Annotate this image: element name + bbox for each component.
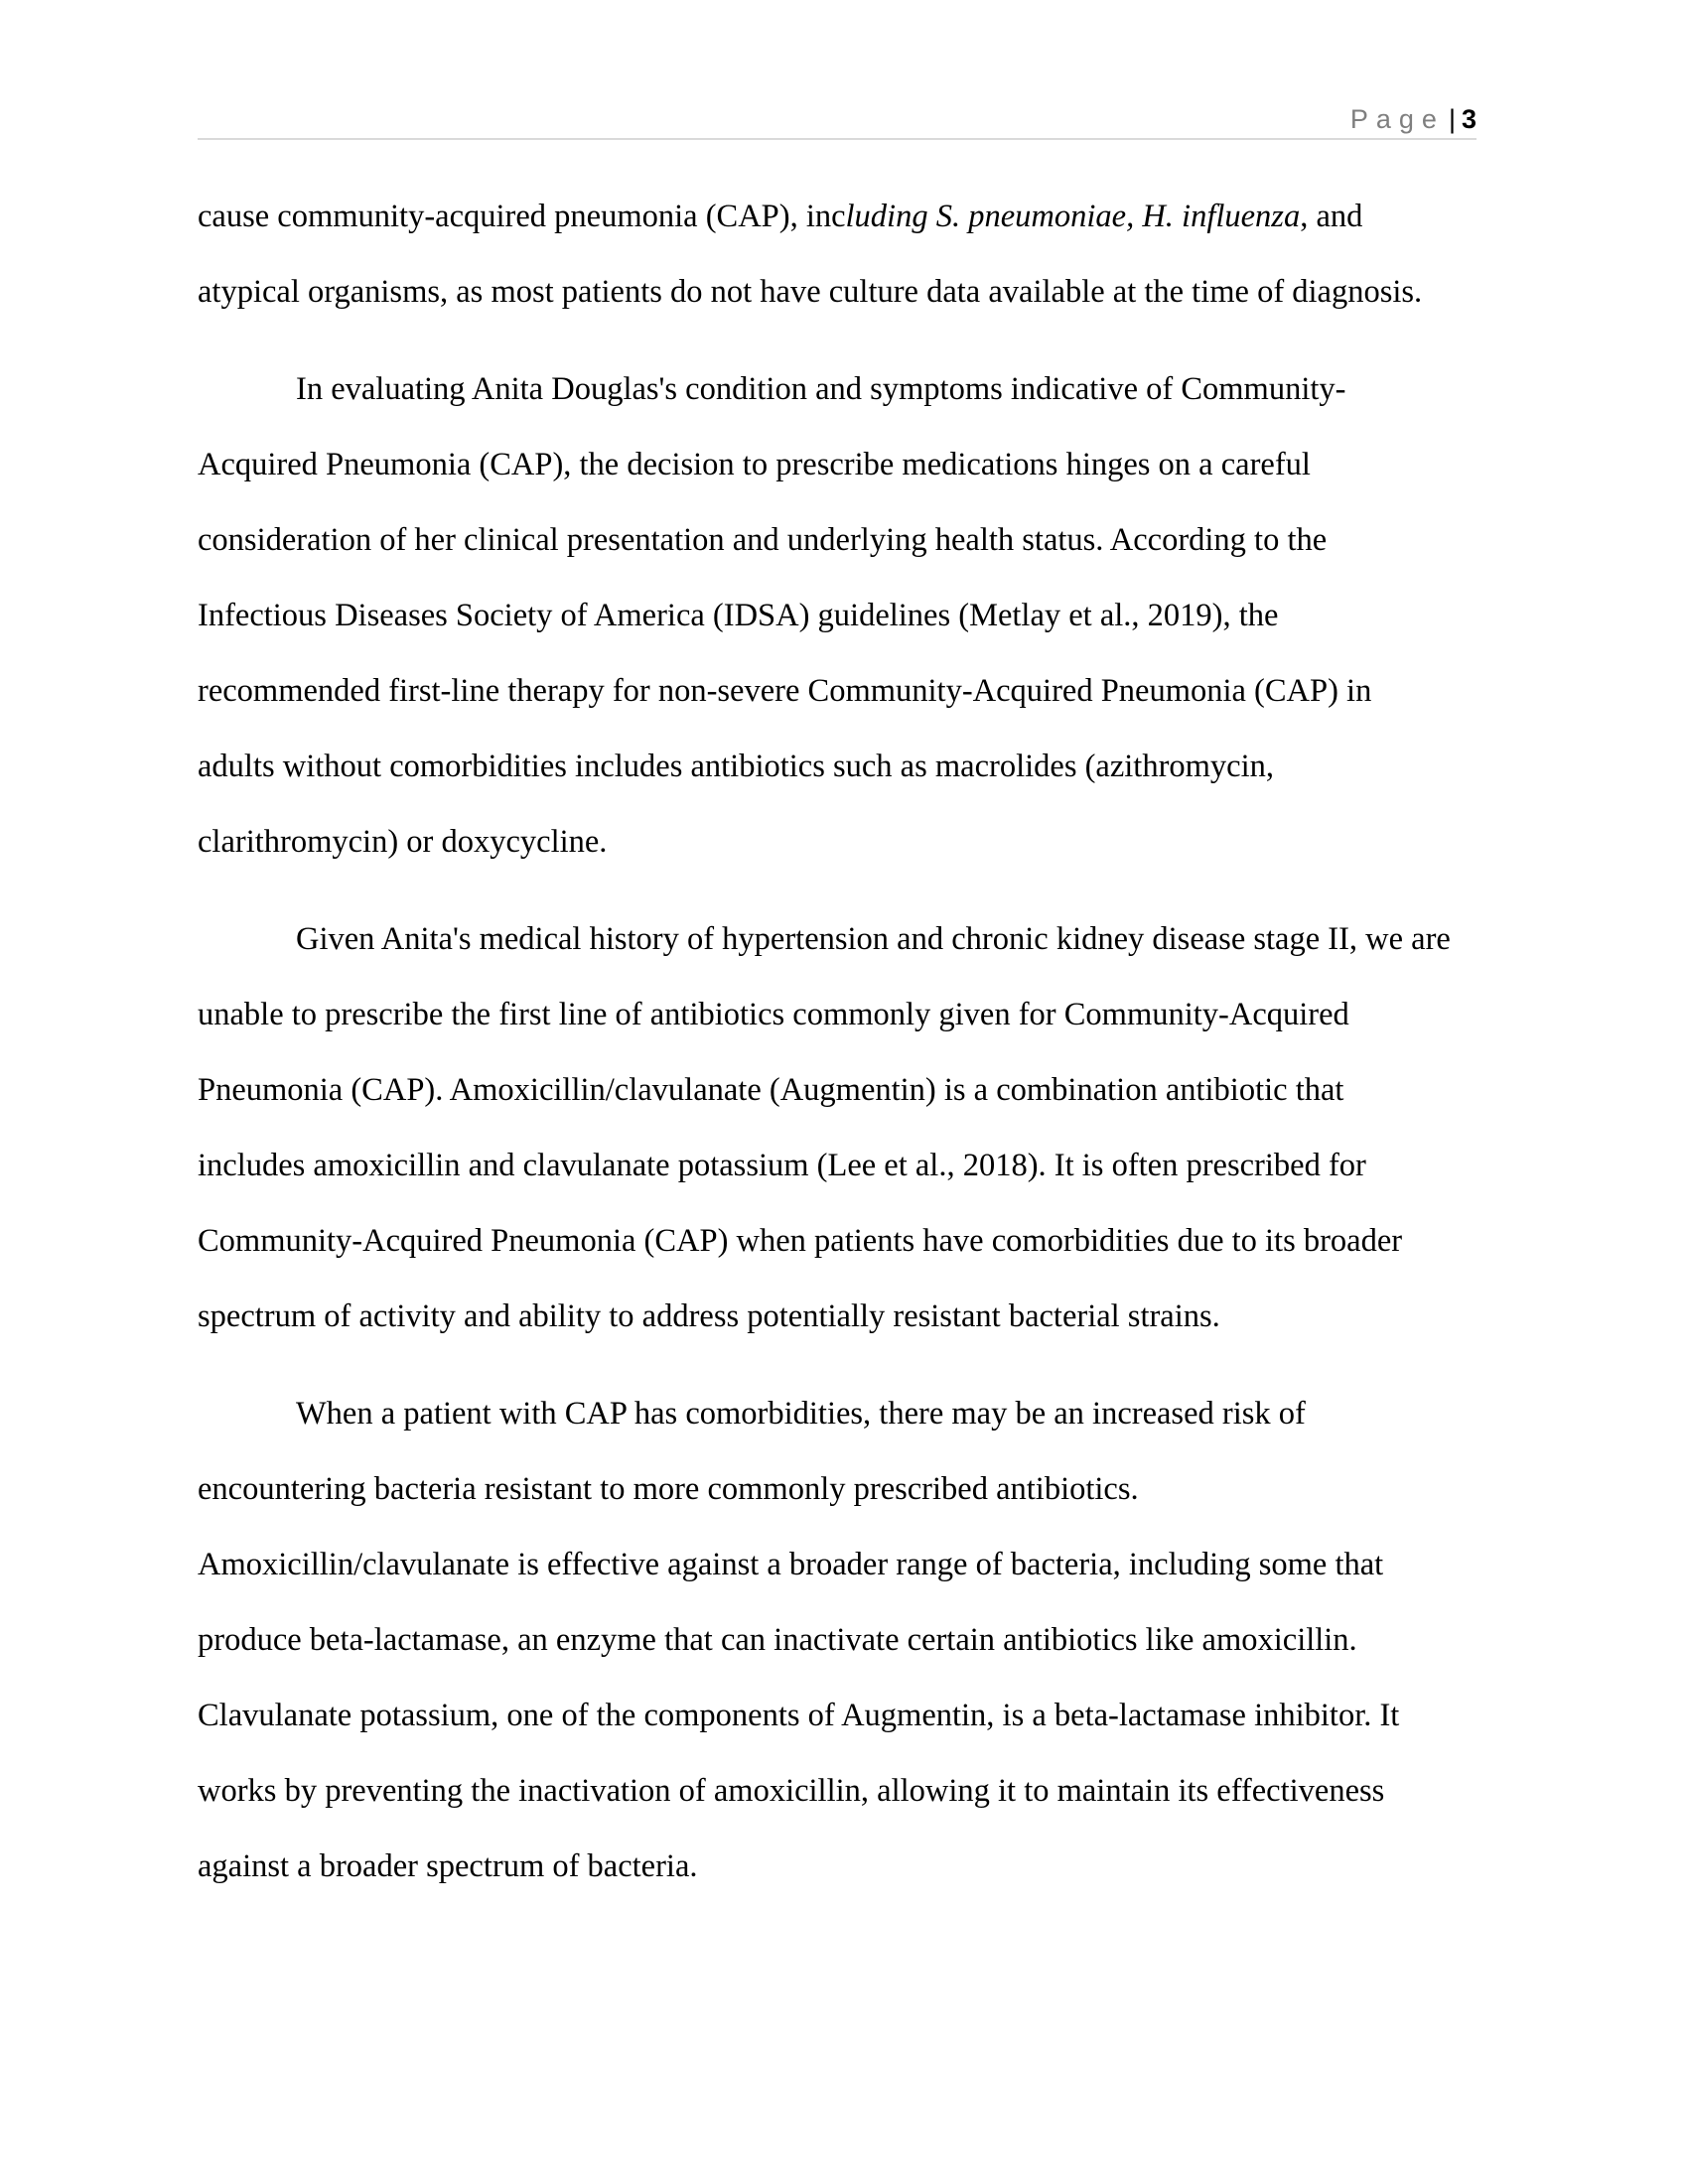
text-line: atypical organisms, as most patients do not have culture data available at the time of diagnosis. [198, 274, 1423, 310]
text-run: , and [1300, 199, 1363, 234]
text-line: includes amoxicillin and clavulanate potassium (Lee et al., 2018). It is often prescribed for [198, 1148, 1366, 1183]
text-line: adults without comorbidities includes antibiotics such as macrolides (azithromycin, [198, 749, 1275, 784]
text-line: works by preventing the inactivation of amoxicillin, allowing it to maintain its effectiveness [198, 1773, 1385, 1809]
text-line: unable to prescribe the first line of antibiotics commonly given for Community-Acquired [198, 997, 1349, 1032]
header-separator: | [1448, 104, 1456, 134]
text-line: Amoxicillin/clavulanate is effective against a broader range of bacteria, including some that [198, 1547, 1384, 1582]
paragraph [198, 179, 1488, 330]
italic-organisms: luding S. pneumoniae, H. influenza [845, 199, 1301, 234]
text-run: cause community-acquired pneumonia (CAP), inc [198, 199, 846, 234]
page-number: 3 [1461, 104, 1477, 134]
text-line: produce beta-lactamase, an enzyme that can inactivate certain antibiotics like amoxicillin. [198, 1622, 1357, 1658]
paragraph [198, 901, 1488, 1354]
paragraph [198, 351, 1488, 880]
text-line: encountering bacteria resistant to more commonly prescribed antibiotics. [198, 1471, 1139, 1507]
header-rule [198, 138, 1477, 140]
text-line: Given Anita's medical history of hypertension and chronic kidney disease stage II, we are [296, 921, 1451, 957]
text-line: clarithromycin) or doxycycline. [198, 824, 608, 860]
text-line: Acquired Pneumonia (CAP), the decision to prescribe medications hinges on a careful [198, 447, 1311, 482]
text-line [198, 179, 1488, 254]
page-header [1350, 99, 1477, 139]
page-label: Page [1349, 104, 1445, 134]
text-line: Pneumonia (CAP). Amoxicillin/clavulanate (Augmentin) is a combination antibiotic that [198, 1072, 1344, 1108]
text-line: Clavulanate potassium, one of the components of Augmentin, is a beta-lactamase inhibitor. It [198, 1698, 1400, 1733]
text-line: Infectious Diseases Society of America (IDSA) guidelines (Metlay et al., 2019), the [198, 598, 1279, 633]
text-line: In evaluating Anita Douglas's condition and symptoms indicative of Community- [296, 371, 1346, 407]
document-body [198, 179, 1488, 1904]
text-line: When a patient with CAP has comorbidities, there may be an increased risk of [296, 1396, 1306, 1432]
text-line: Community-Acquired Pneumonia (CAP) when patients have comorbidities due to its broader [198, 1223, 1403, 1259]
text-line: against a broader spectrum of bacteria. [198, 1848, 698, 1884]
text-line: recommended first-line therapy for non-severe Community-Acquired Pneumonia (CAP) in [198, 673, 1372, 709]
text-line: spectrum of activity and ability to address potentially resistant bacterial strains. [198, 1298, 1220, 1334]
paragraph [198, 1376, 1488, 1904]
text-line: consideration of her clinical presentation and underlying health status. According to the [198, 522, 1328, 558]
